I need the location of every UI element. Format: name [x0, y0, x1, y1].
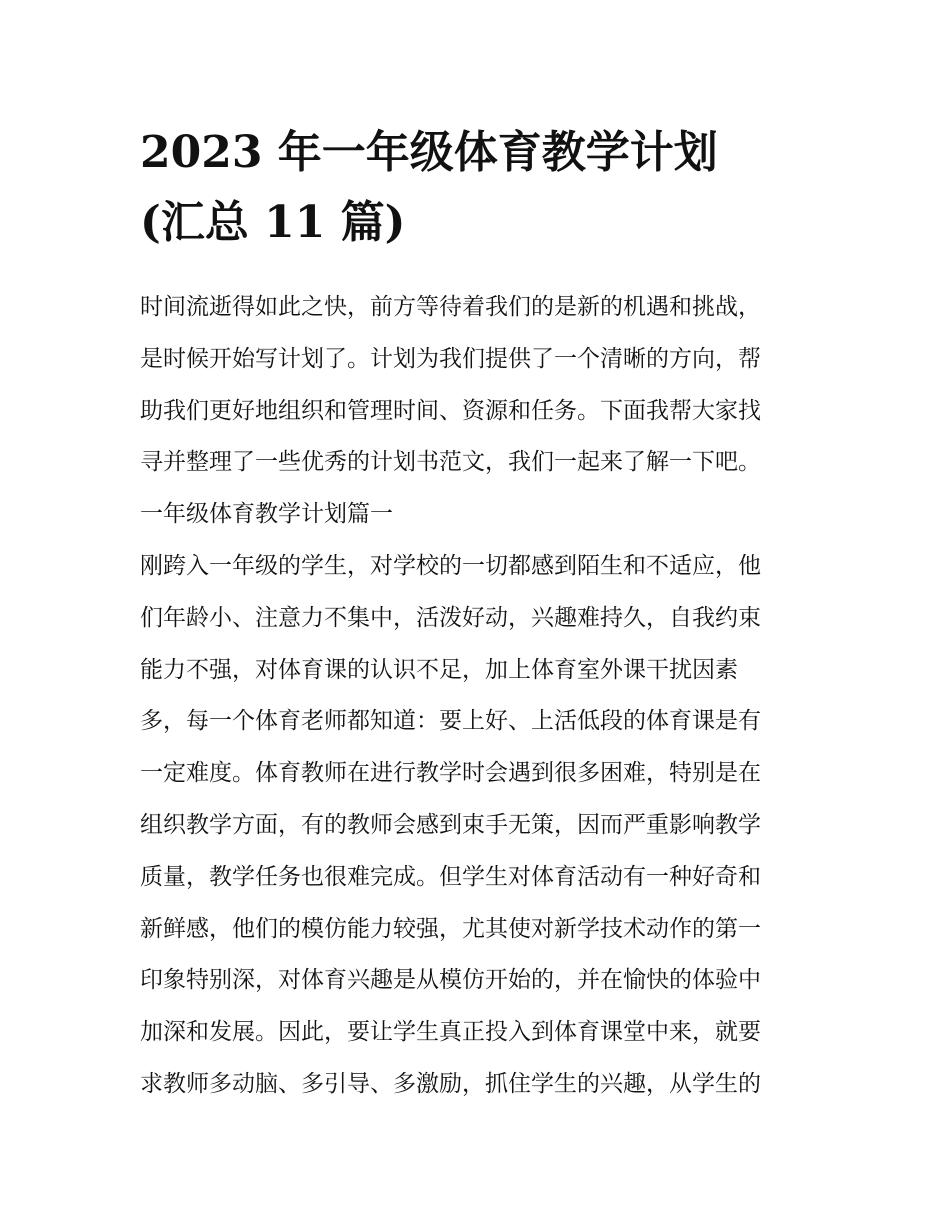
body-paragraph-line: 多，每一个体育老师都知道：要上好、上活低段的体育课是有 [140, 708, 761, 735]
document-content [140, 282, 830, 1111]
title-line: (汇总 11 篇) [140, 197, 406, 248]
intro-paragraph-line: 助我们更好地组织和管理时间、资源和任务。下面我帮大家找 [140, 397, 761, 424]
body-paragraph-line: 们年龄小、注意力不集中，活泼好动，兴趣难持久，自我约束 [140, 604, 761, 631]
title-line: 2023 年一年级体育教学计划 [140, 127, 718, 178]
body-paragraph-line: 加深和发展。因此，要让学生真正投入到体育课堂中来，就要 [140, 1019, 761, 1046]
body-paragraph-line: 组织教学方面，有的教师会感到束手无策，因而严重影响教学 [140, 811, 761, 838]
intro-paragraph-line: 寻并整理了一些优秀的计划书范文，我们一起来了解一下吧。 [140, 449, 761, 476]
intro-paragraph-line: 时间流逝得如此之快，前方等待着我们的是新的机遇和挑战， [140, 294, 761, 320]
body-paragraph-line: 能力不强，对体育课的认识不足，加上体育室外课干扰因素 [140, 656, 738, 683]
body-paragraph-line: 新鲜感，他们的模仿能力较强，尤其使对新学技术动作的第一 [140, 915, 761, 942]
intro-paragraph-line: 是时候开始写计划了。计划为我们提供了一个清晰的方向，帮 [140, 345, 761, 372]
body-paragraph-line: 质量，教学任务也很难完成。但学生对体育活动有一种好奇和 [140, 863, 761, 890]
section-heading: 一年级体育教学计划篇一 [140, 501, 393, 528]
body-paragraph-line: 印象特别深，对体育兴趣是从模仿开始的，并在愉快的体验中 [140, 967, 761, 994]
body-paragraph-line: 求教师多动脑、多引导、多激励，抓住学生的兴趣，从学生的 [140, 1070, 761, 1097]
body-paragraph-line: 刚跨入一年级的学生，对学校的一切都感到陌生和不适应，他 [140, 552, 761, 579]
body-paragraph-line: 一定难度。体育教师在进行教学时会遇到很多困难，特别是在 [140, 760, 761, 787]
document-title [140, 118, 830, 258]
